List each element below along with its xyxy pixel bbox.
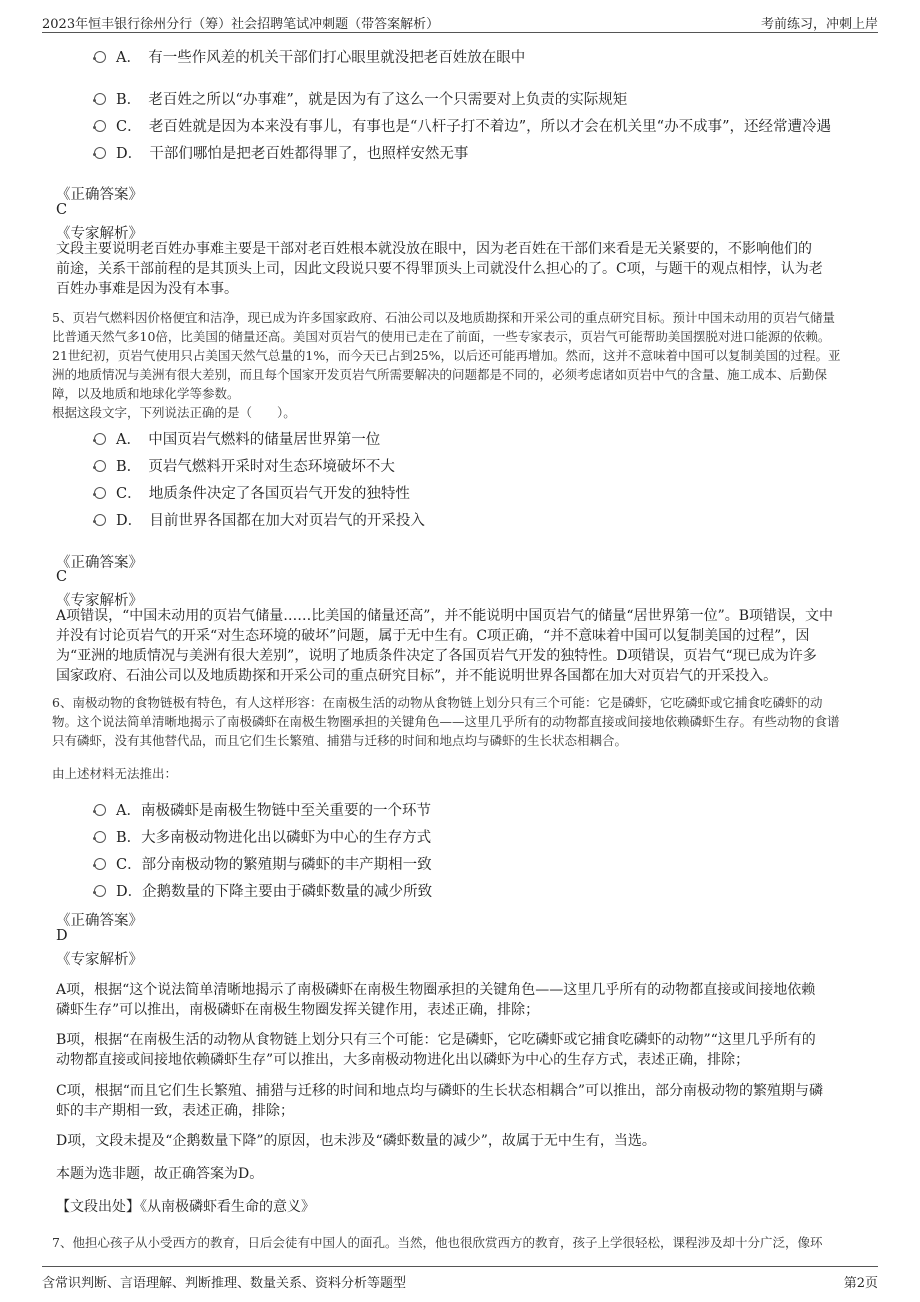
q6-option-b[interactable]: B．大多南极动物进化出以磷虾为中心的生存方式 xyxy=(94,826,431,847)
page-footer xyxy=(42,1266,878,1291)
q6-answer-label: 《正确答案》 xyxy=(56,913,143,929)
q6-question: 6、南极动物的食物链极有特色，有人这样形容：在南极生活的动物从食物链上划分只有三个可能：它是磷虾，它吃磷虾或它捕食吃磷虾的动 物。这个说法简单清晰地揭示了南极磷虾在南极生物圈承担的关键角色——这里几乎所有的动物都直接或间接地依赖磷虾生存。有些动物的食谱 只有磷虾，没有其他替代品，而且它们生长繁殖、捕猎与迁移的时间和地点均与磷虾的生长状态相耦合。 xyxy=(52,695,840,748)
radio-icon[interactable] xyxy=(94,51,106,63)
q4-analysis: 文段主要说明老百姓办事难主要是干部对老百姓根本就没放在眼中，因为老百姓在干部们来看是无关紧要的，不影响他们的 前途，关系干部前程的是其顶头上司，因此文段说只要不得罪顶头上司就没什么担心的了。C项，与题干的观点相悖，认为老 百姓办事难是因为没有本事。 xyxy=(56,241,823,297)
q4-option-a[interactable]: A． 有一些作风差的机关干部们打心眼里就没把老百姓放在眼中 xyxy=(94,46,525,67)
q6-option-a[interactable]: A．南极磷虾是南极生物链中至关重要的一个环节 xyxy=(94,799,431,820)
q4-answer: C xyxy=(56,202,68,218)
radio-icon[interactable] xyxy=(94,858,106,870)
q5-option-a[interactable]: A． 中国页岩气燃料的储量居世界第一位 xyxy=(94,428,380,449)
radio-icon[interactable] xyxy=(94,147,106,159)
q6-answer: D xyxy=(56,928,68,944)
q4-answer-label: 《正确答案》 xyxy=(56,187,143,203)
footer-text: 含常识判断、言语理解、判断推理、数量关系、资料分析等题型 xyxy=(42,1276,407,1291)
q5-answer-label: 《正确答案》 xyxy=(56,555,143,571)
q6-prompt: 由上述材料无法推出： xyxy=(52,766,178,781)
q4-option-d[interactable]: D． 干部们哪怕是把老百姓都得罪了，也照样安然无事 xyxy=(94,142,468,163)
q6-analysis-c: C项，根据“而且它们生长繁殖、捕猎与迁移的时间和地点均与磷虾的生长状态相耦合”可以推出，部分南极动物的繁殖期与磷 虾的丰产期相一致，表述正确，排除； xyxy=(56,1083,824,1119)
q6-conclusion: 本题为选非题，故正确答案为D。 xyxy=(56,1166,264,1182)
q5-option-d[interactable]: D． 目前世界各国都在加大对页岩气的开采投入 xyxy=(94,509,425,530)
radio-icon[interactable] xyxy=(94,831,106,843)
radio-icon[interactable] xyxy=(94,487,106,499)
radio-icon[interactable] xyxy=(94,885,106,897)
header-slogan: 考前练习，冲刺上岸 xyxy=(760,17,878,32)
q7-question: 7、他担心孩子从小受西方的教育，日后会徒有中国人的面孔。当然，他也很欣赏西方的教育，孩子上学很轻松，课程涉及却十分广泛，像环 xyxy=(52,1235,823,1250)
page-number: 第2页 xyxy=(843,1276,878,1291)
radio-icon[interactable] xyxy=(94,93,106,105)
q6-option-d[interactable]: D．企鹅数量的下降主要由于磷虾数量的减少所致 xyxy=(94,880,432,901)
q4-analysis-label: 《专家解析》 xyxy=(56,226,143,242)
q5-answer: C xyxy=(56,569,68,585)
radio-icon[interactable] xyxy=(94,460,106,472)
q6-analysis-label: 《专家解析》 xyxy=(56,952,143,968)
radio-icon[interactable] xyxy=(94,433,106,445)
q4-option-b[interactable]: B． 老百姓之所以“办事难”，就是因为有了这么一个只需要对上负责的实际规矩 xyxy=(94,88,627,109)
radio-icon[interactable] xyxy=(94,120,106,132)
q4-option-c[interactable]: C． 老百姓就是因为本来没有事儿，有事也是“八杆子打不着边”，所以才会在机关里“办不成事”，还经常遭冷遇 xyxy=(94,115,831,136)
q6-analysis-a: A项，根据“这个说法简单清晰地揭示了南极磷虾在南极生物圈承担的关键角色——这里几乎所有的动物都直接或间接地依赖 磷虾生存”可以推出，南极磷虾在南极生物圈发挥关键作用，表述正确，排除； xyxy=(56,982,816,1018)
q5-question: 5、页岩气燃料因价格便宜和洁净，现已成为许多国家政府、石油公司以及地质勘探和开采公司的重点研究目标。预计中国未动用的页岩气储量 比普通天然气多10倍，比美国的储量还高。美国对页岩气的使用已走在了前面，一些专家表示，页岩气可能帮助美国摆脱对进口能源的依赖。 21世纪初，页岩气使用只占美国天然气总量的1%，而今天已占到25%，以后还可能再增加。然而，这并不意味着中国可以复制美国的过程。亚 洲的地质情况与美洲有很大差别，而且每个国家开发页岩气所需要解决的问题都是不同的，必须考虑诸如页岩中气的含量、施工成本、后勤保 障，以及地质和地球化学等参数。 根据这段文字，下列说法正确的是（ ）。 xyxy=(52,310,841,420)
radio-icon[interactable] xyxy=(94,804,106,816)
q5-option-b[interactable]: B． 页岩气燃料开采时对生态环境破坏不大 xyxy=(94,455,395,476)
q6-option-c[interactable]: C．部分南极动物的繁殖期与磷虾的丰产期相一致 xyxy=(94,853,432,874)
q5-analysis-label: 《专家解析》 xyxy=(56,593,143,609)
q6-analysis-d: D项，文段未提及“企鹅数量下降”的原因，也未涉及“磷虾数量的减少”，故属于无中生有，当选。 xyxy=(56,1133,656,1149)
q5-analysis: A项错误，“中国未动用的页岩气储量……比美国的储量还高”，并不能说明中国页岩气的储量“居世界第一位”。B项错误，文中 并没有讨论页岩气的开采“对生态环境的破坏”问题，属于无中生有。C项正确，“并不意味着中国可以复制美国的过程”，因 为“亚洲的地质情况与美洲有很大差别”，说明了地质条件决定了各国页岩气开发的独特性。D项错误，页岩气“现已成为许多 国家政府、石油公司以及地质勘探和开采公司的重点研究目标”，并不能说明世界各国都在加大对页岩气的开采投入。 xyxy=(56,608,834,684)
header-title: 2023年恒丰银行徐州分行（筹）社会招聘笔试冲刺题（带答案解析） xyxy=(42,17,440,32)
q6-source: 【文段出处】《从南极磷虾看生命的意义》 xyxy=(56,1199,315,1215)
q6-analysis-b: B项，根据“在南极生活的动物从食物链上划分只有三个可能：它是磷虾，它吃磷虾或它捕食吃磷虾的动物”“这里几乎所有的 动物都直接或间接地依赖磷虾生存”可以推出，大多南极动物进化出以磷虾为中心的生存方式，表述正确，排除； xyxy=(56,1032,816,1068)
q5-option-c[interactable]: C． 地质条件决定了各国页岩气开发的独特性 xyxy=(94,482,410,503)
page-header xyxy=(42,10,878,33)
radio-icon[interactable] xyxy=(94,514,106,526)
